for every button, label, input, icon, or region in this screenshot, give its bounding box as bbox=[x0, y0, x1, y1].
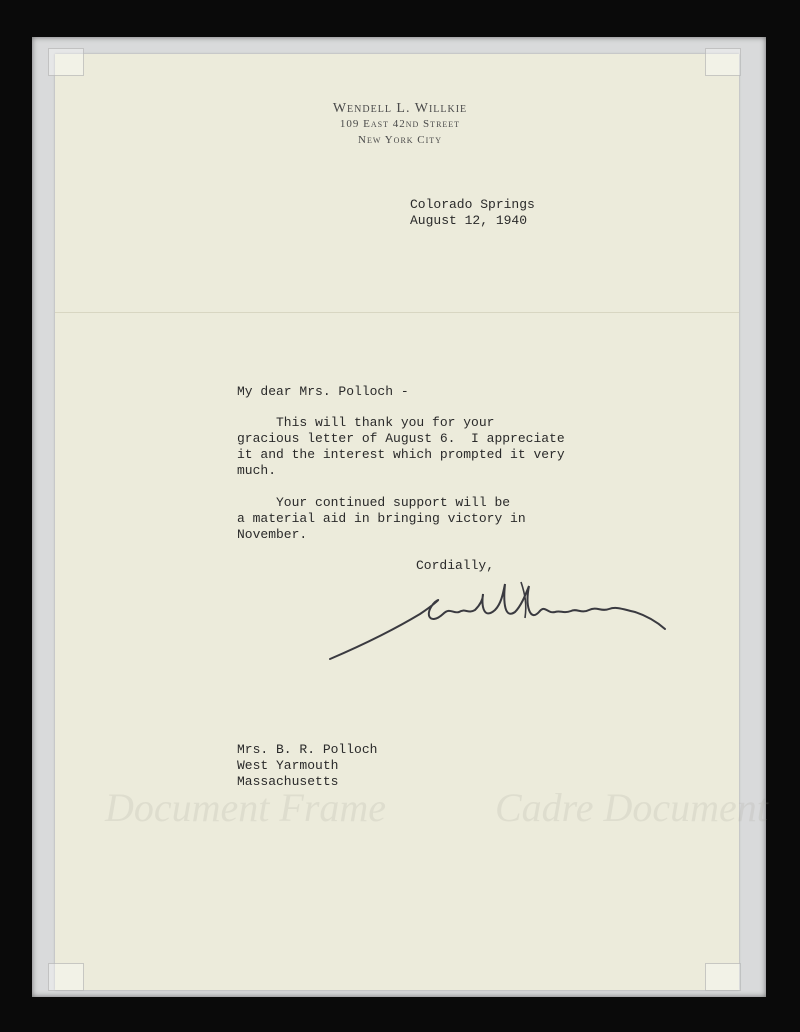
recipient-line: Mrs. B. R. Polloch bbox=[237, 742, 378, 757]
letterhead-address-text: 109 East 42nd Street bbox=[339, 118, 461, 130]
paper-fold-line bbox=[55, 312, 739, 313]
body-line: This will thank you for your bbox=[237, 415, 495, 430]
recipient-line: Massachusetts bbox=[237, 774, 339, 789]
dateline-place: Colorado Springs bbox=[410, 197, 535, 212]
dateline-date: August 12, 1940 bbox=[410, 213, 528, 228]
photo-corner-mount bbox=[705, 963, 741, 991]
handwritten-signature bbox=[325, 574, 685, 674]
body-line: Your continued support will be bbox=[237, 495, 511, 510]
body-line: much. bbox=[237, 463, 277, 478]
photo-corner-mount bbox=[48, 48, 84, 76]
salutation: My dear Mrs. Polloch - bbox=[237, 384, 409, 399]
watermark-left: Document Frame bbox=[105, 785, 387, 830]
body-line: November. bbox=[237, 527, 308, 542]
photo-corner-mount bbox=[48, 963, 84, 991]
letterhead-name: Wendell L. Willkie bbox=[332, 101, 468, 116]
closing: Cordially, bbox=[416, 558, 495, 573]
recipient-line: West Yarmouth bbox=[237, 758, 339, 773]
photo-corner-mount bbox=[705, 48, 741, 76]
letterhead-city: New York City bbox=[358, 134, 442, 146]
letter-paper bbox=[55, 54, 768, 990]
body-line: it and the interest which prompted it very bbox=[237, 447, 565, 462]
watermark-right: Cadre Document bbox=[495, 785, 768, 830]
body-line: a material aid in bringing victory in bbox=[237, 511, 526, 526]
letterhead-address bbox=[255, 118, 545, 130]
body-line: gracious letter of August 6. I appreciate bbox=[237, 431, 565, 446]
